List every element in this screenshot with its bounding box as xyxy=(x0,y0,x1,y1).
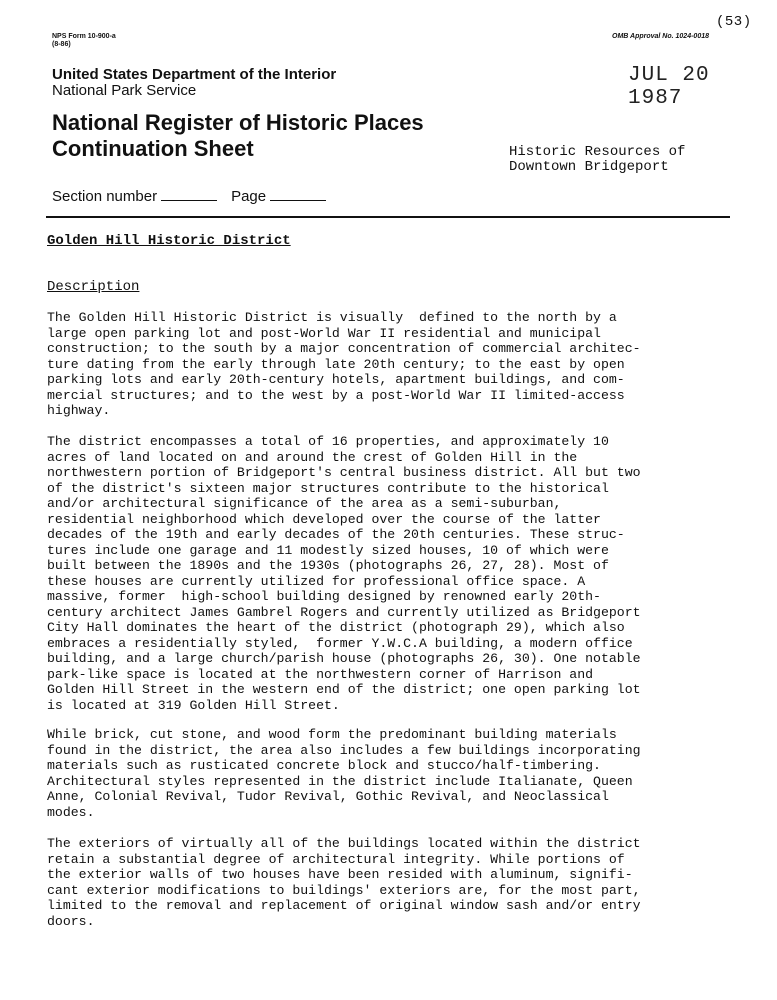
department-name: United States Department of the Interior xyxy=(52,66,337,83)
paragraph-materials: While brick, cut stone, and wood form the predominant building materials found in the district, the area also includes a few buildings incorporating materials such as rusticated concrete block and stucco/half-timbering. Architectural styles represented in the district include Italianate, Queen Anne, Colonial Revival, Tudor Revival, Gothic Revival, and Neoclassical modes. xyxy=(47,727,641,820)
service-name: National Park Service xyxy=(52,82,197,99)
form-number: NPS Form 10-900-a xyxy=(52,33,116,40)
page-label: Page xyxy=(231,188,267,205)
resource-name-line1: Historic Resources of xyxy=(509,144,686,160)
form-subtitle: Continuation Sheet xyxy=(52,136,254,161)
form-revision: (8-86) xyxy=(52,41,71,48)
paragraph-boundaries: The Golden Hill Historic District is visually defined to the north by a large open parking lot and post-World War II residential and municipal construction; to the south by a major concentration of commercial architec- ture dating from the early through late 20th century; to the east by open parking lots and early 20th-century hotels, apartment buildings, and com- mercial structures; and to the west by a post-World War II limited-access highway. xyxy=(47,310,641,418)
paragraph-overview: The district encompasses a total of 16 properties, and approximately 10 acres of land located on and around the crest of Golden Hill in the northwestern portion of Bridgeport's central business district. All but two of the district's sixteen major structures contribute to the historical and/or architectural significance of the area as a semi-suburban, residential neighborhood which developed over the course of the latter decades of the 19th and early decades of the 20th centuries. These struc- tures include one garage and 11 modestly sized houses, 10 of which were built between the 1890s and the 1930s (photographs 26, 27, 28). Most of these houses are currently utilized for professional office space. A massive, former high-school building designed by renowned early 20th- century architect James Gambrel Rogers and currently utilized as Bridgeport City Hall dominates the heart of the district (photograph 29), which also embraces a residentially styled, former Y.W.C.A building, a modern office building, and a large church/parish house (photographs 26, 30). One notable park-like space is located at the northwestern corner of Harrison and Golden Hill Street in the western end of the district; one open parking lot is located at 319 Golden Hill Street. xyxy=(47,434,641,713)
section-page-row xyxy=(52,188,326,205)
omb-approval: OMB Approval No. 1024-0018 xyxy=(612,33,709,40)
section-number-blank xyxy=(161,199,217,201)
page-number-annotation: (53) xyxy=(716,14,752,30)
paragraph-integrity: The exteriors of virtually all of the buildings located within the district retain a substantial degree of architectural integrity. While portions of the exterior walls of two houses have been resided with aluminum, signifi- cant exterior modifications to buildings' exteriors are, for the most part, limited to the removal and replacement of original window sash and/or entry doors. xyxy=(47,836,641,929)
resource-name-line2: Downtown Bridgeport xyxy=(509,159,669,175)
form-title: National Register of Historic Places xyxy=(52,110,424,135)
header-divider xyxy=(46,216,730,218)
section-number-label: Section number xyxy=(52,188,158,205)
form-identifier xyxy=(52,33,116,49)
description-heading: Description xyxy=(47,279,140,295)
received-date-stamp: JUL 20 1987 xyxy=(628,64,710,110)
page-blank xyxy=(270,199,326,201)
district-heading: Golden Hill Historic District xyxy=(47,233,291,249)
